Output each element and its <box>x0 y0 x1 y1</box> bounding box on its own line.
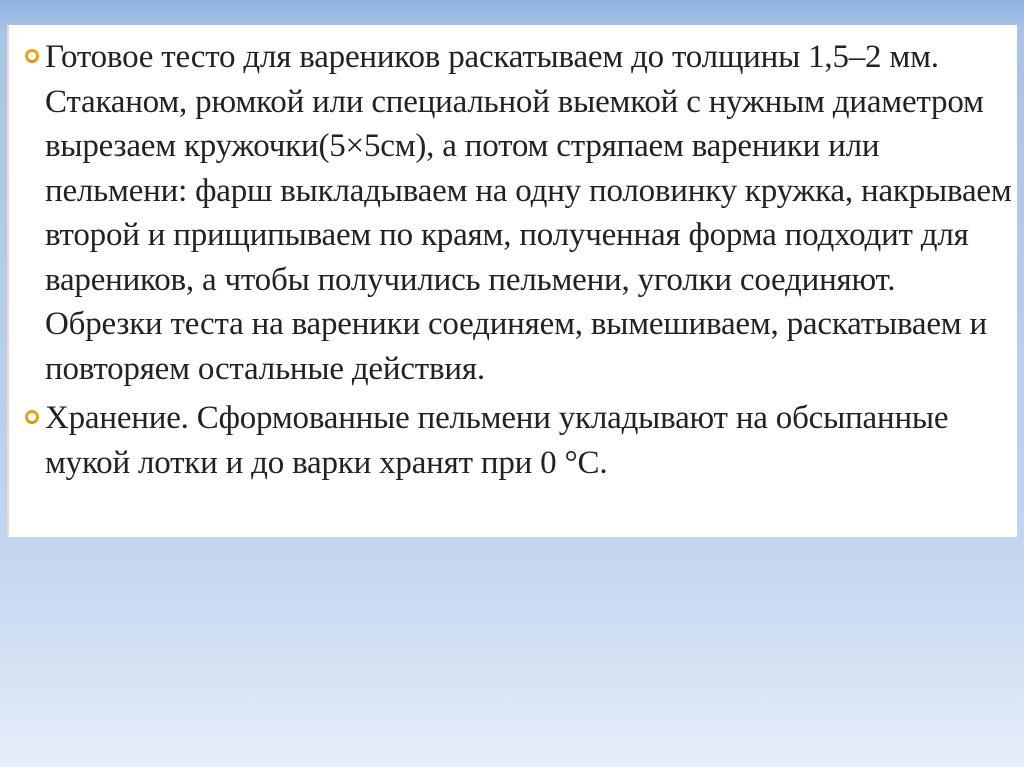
slide-content-panel <box>7 25 1017 537</box>
bullet-text-storage: Хранение. Сформованные пельмени укладывают на обсыпанные мукой лотки и до варки хранят при 0 °С. <box>45 400 949 481</box>
bullet-text-instructions: Готовое тесто для вареников раскатываем до толщины 1,5–2 мм. Стаканом, рюмкой или специальной выемкой с нужным диаметром вырезаем кружочки(5×5см), а потом стряпаем вареники или пельмени: фарш выкладываем на одну половинку кружка, накрываем второй и прищипываем по краям, полученная форма подходит для вареников, а чтобы получились пельмени, уголки соединяют. Обрезки теста на вареники соединяем, вымешиваем, раскатываем и повторяем остальные действия. <box>45 39 1012 387</box>
circle-bullet-icon <box>25 410 39 424</box>
bullet-item-instructions <box>25 35 1015 391</box>
bullet-list <box>25 35 1015 485</box>
bullet-item-storage <box>25 396 1015 485</box>
circle-bullet-icon <box>25 49 39 63</box>
